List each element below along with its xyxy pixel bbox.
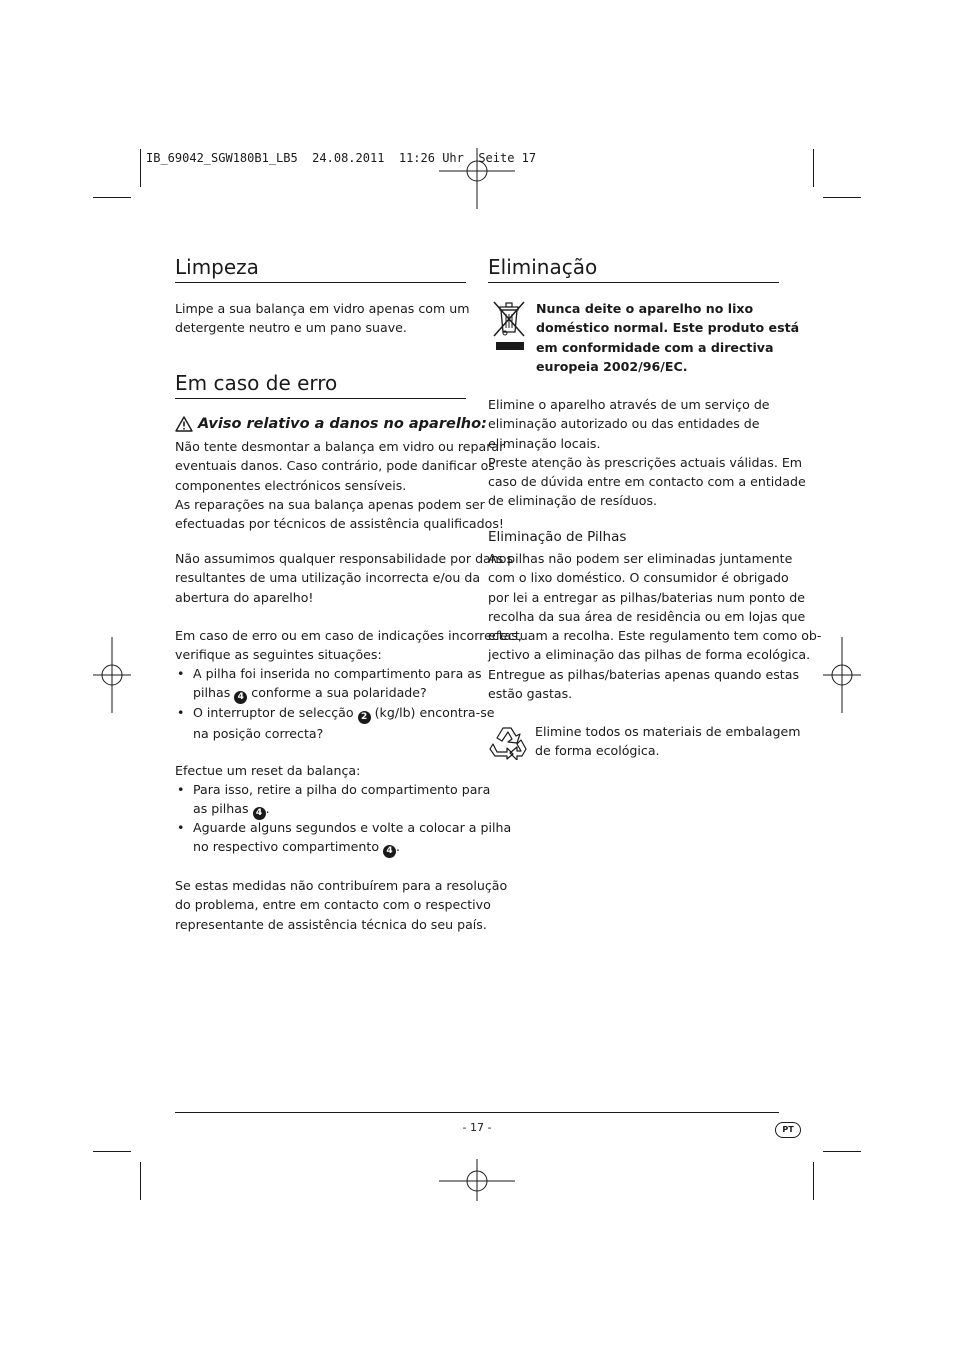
warning-icon xyxy=(175,416,193,432)
warning-text: Não tente desmontar a balança em vidro ou reparar eventuais danos. Caso contrário, pode danificar os componentes electrónicos sensíveis. As reparações na sua balança apenas podem ser efectuadas por técnicos de assistência qualificados! xyxy=(175,439,505,532)
warning-title: Aviso relativo a danos no aparelho: xyxy=(198,416,487,432)
print-header: IB_69042_SGW180B1_LB5 24.08.2011 11:26 Uhr Seite 17 xyxy=(146,151,537,165)
recycle-icon xyxy=(489,722,529,760)
footer-rule xyxy=(175,1112,779,1113)
bin-notice: Nunca deite o aparelho no lixo doméstico normal. Este produto está em conformidade com a directiva europeia 2002/96/EC. xyxy=(536,301,800,374)
liability-text: Não assumimos qualquer responsabilidade por danos resultantes de uma utilização incorrecta e/ou da abertura do aparelho! xyxy=(175,551,514,605)
registration-mark-bottom xyxy=(439,1145,515,1201)
registration-mark-top xyxy=(439,133,515,209)
callout-4-icon: 4 xyxy=(253,807,266,820)
language-badge: PT xyxy=(775,1122,801,1138)
callout-4-icon: 4 xyxy=(234,691,247,704)
disposal-text: Elimine o aparelho através de um serviço de eliminação autorizado ou das entidades de eliminação locais. Preste atenção às prescrições actuais válidas. Em caso de dúvida entre em contacto com a entidade de eliminação de resíduos. xyxy=(488,397,806,509)
check-item-battery: A pilha foi inserida no compartimento para as pilhas 4 conforme a sua polaridade? xyxy=(193,666,482,703)
registration-mark-right xyxy=(823,637,861,713)
callout-4-icon: 4 xyxy=(383,845,396,858)
bullet: • xyxy=(177,666,185,681)
check-intro: Em caso de erro ou em caso de indicações incorrectas, verifique as seguintes situações: xyxy=(175,628,522,663)
reset-intro: Efectue um reset da balança: xyxy=(175,763,361,778)
eliminacao-rule xyxy=(488,282,779,283)
limpeza-heading: Limpeza xyxy=(175,255,259,279)
erro-heading: Em caso de erro xyxy=(175,371,338,395)
eliminacao-heading: Eliminação xyxy=(488,255,598,279)
limpeza-text: Limpe a sua balança em vidro apenas com um detergente neutro e um pano suave. xyxy=(175,301,470,336)
bullet: • xyxy=(177,705,185,720)
limpeza-rule xyxy=(175,282,466,283)
closing-text: Se estas medidas não contribuírem para a resolução do problema, entre em contacto com o respectivo representante de assistência técnica do seu país. xyxy=(175,878,508,932)
reset-item-remove: Para isso, retire a pilha do compartimento para as pilhas 4 . xyxy=(193,782,491,819)
packaging-text: Elimine todos os materiais de embalagem de forma ecológica. xyxy=(535,724,801,759)
crossed-bin-icon xyxy=(490,298,528,352)
batteries-text: As pilhas não podem ser eliminadas juntamente com o lixo doméstico. O consumidor é obrigado por lei a entregar as pilhas/baterias num ponto de recolha da sua área de residência ou em lojas que efectuam a recolha. Este regulamento tem como ob- jectivo a eliminação das pilhas de forma ecológica. Entregue as pilhas/baterias apenas quando estas estão gastas. xyxy=(488,551,822,702)
erro-rule xyxy=(175,398,466,399)
page-number: - 17 - xyxy=(462,1121,492,1134)
batteries-heading: Eliminação de Pilhas xyxy=(488,529,627,545)
bullet: • xyxy=(177,782,185,797)
reset-item-reinsert: Aguarde alguns segundos e volte a colocar a pilha no respectivo compartimento 4 . xyxy=(193,820,512,857)
callout-2-icon: 2 xyxy=(358,711,371,724)
registration-mark-left xyxy=(93,637,131,713)
check-item-switch: O interruptor de selecção 2 (kg/lb) encontra-se na posição correcta? xyxy=(193,705,495,741)
bullet: • xyxy=(177,820,185,835)
